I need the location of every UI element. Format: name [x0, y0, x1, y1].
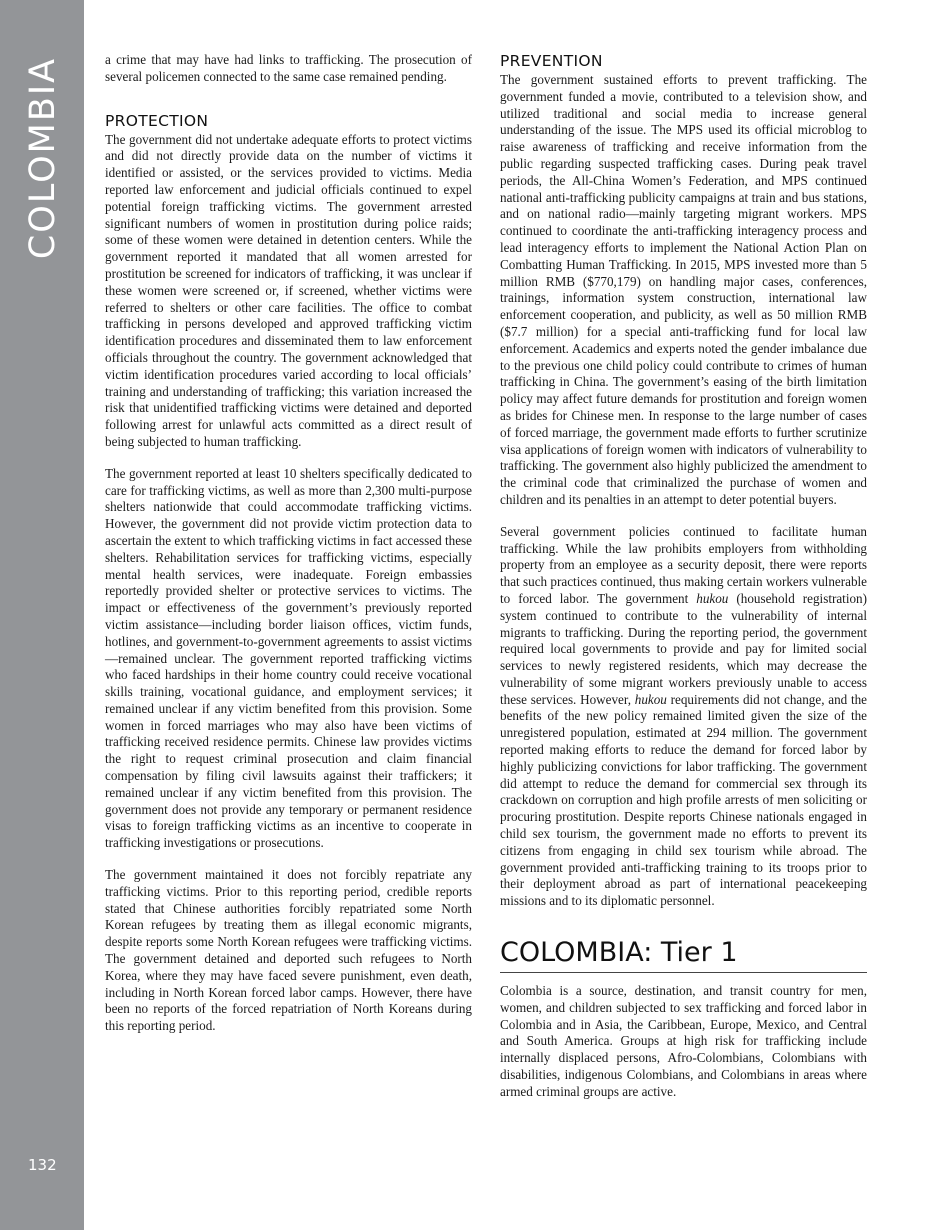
intro-paragraph: a crime that may have had links to trafficking. The prosecution of several policemen connected to the same case remained pending. — [105, 52, 472, 84]
prevention-paragraph-2 — [500, 524, 867, 910]
prevention-text-part-a: Several government policies continued to facilitate human trafficking. While the law prohibits employers from withholding property from an employee as a security deposit, there were reports that such practices continued, thus making certain workers vulnerable to forced labor. The government — [500, 523, 867, 606]
left-column — [105, 52, 472, 1050]
hukou-term: hukou — [696, 590, 729, 606]
colombia-intro-paragraph: Colombia is a source, destination, and transit country for men, women, and children subjected to sex trafficking and forced labor in Colombia and in Asia, the Caribbean, Europe, Mexico, and Central and South America. Groups at high risk for trafficking include internally displaced persons, Afro-Colombians, Colombians with disabilities, indigenous Colombians, and Colombians in areas where armed criminal groups are active. — [500, 983, 867, 1099]
country-tier-title: COLOMBIA: Tier 1 — [500, 936, 867, 973]
protection-heading: PROTECTION — [105, 111, 209, 130]
prevention-heading: PREVENTION — [500, 52, 603, 70]
right-column — [500, 52, 867, 1116]
protection-paragraph-3: The government maintained it does not forcibly repatriate any trafficking victims. Prior to this reporting period, credible reports stated that Chinese authorities forcibly repatriated some North Korean refugees by treating them as illegal economic migrants, despite reports some North Korean refugees were trafficking victims. The government detained and deported such refugees to North Korea, where they may have faced severe punishment, even death, including in North Korean forced labor camps. However, there have been no reports of the forced repatriation of North Koreans during this reporting period. — [105, 867, 472, 1034]
hukou-term: hukou — [634, 691, 667, 707]
sidebar — [0, 0, 84, 1230]
sidebar-country-label: COLOMBIA — [23, 56, 63, 260]
protection-paragraph-1: The government did not undertake adequate efforts to protect victims and did not directly provide data on the number of victims it identified or assisted, or the services provided to victims. Media reported law enforcement and judicial officials continued to expel potential foreign trafficking victims. The government arrested significant numbers of women in prostitution during police raids; some of these women were detained in detention centers. While the government reported it mandated that all women arrested for prostitution be screened for indicators of trafficking, it was unclear if these women were screened or, if screened, whether victims were referred to shelters or other care facilities. The office to combat trafficking in persons developed and approved trafficking victim identification procedures and disseminated them to law enforcement officials throughout the country. The government acknowledged that victim identification procedures varied according to local officials’ training and understanding of trafficking; this variation increased the risk that unidentified trafficking victims were detained and deported following arrest for unlawful acts committed as a direct result of being subjected to human trafficking. — [105, 131, 472, 449]
prevention-text-part-b: (household registration) system continued to contribute to the vulnerability of internal migrants to trafficking. During the reporting period, the government required local governments to provide and pay for limited social services to newly registered residents, which may decrease the vulnerability of some migrant workers previously unable to access these services. However, — [500, 590, 867, 707]
page-number: 132 — [28, 1156, 57, 1174]
prevention-paragraph-1: The government sustained efforts to prevent trafficking. The government funded a movie, contributed to a television show, and utilized traditional and social media to increase general understanding of the issue. The MPS used its official microblog to raise awareness of trafficking and receive information from the public regarding suspected trafficking cases. During peak travel periods, the All-China Women’s Federation, and MPS continued national anti-trafficking publicity campaigns at train and bus stations, and on national radio—mainly targeting migrant workers. MPS continued to coordinate the anti-trafficking interagency process and lead interagency efforts to implement the National Action Plan on Combatting Human Trafficking. In 2015, MPS invested more than 5 million RMB ($770,179) on handling major cases, conferences, trainings, information system construction, international law enforcement cooperation, and publicity, as well as 50 million RMB ($7.7 million) for a special anti-trafficking fund for local law enforcement. Academics and experts noted the gender imbalance due to the previous one child policy could contribute to crimes of human trafficking in China. The government’s easing of the birth limitation policy may affect future demands for prostitution and foreign women as brides for Chinese men. In response to the large number of cases of forced marriage, the government made efforts to further scrutinize visa applications of foreign women with indicators of vulnerability to trafficking. The government also highly publicized the amendment to the criminal code that criminalized the purchase of women and children and its penalties in an attempt to deter potential buyers. — [500, 72, 867, 507]
protection-paragraph-2: The government reported at least 10 shelters specifically dedicated to care for trafficking victims, as well as more than 2,300 multi-purpose shelters nationwide that could accommodate trafficking victims. However, the government did not provide victim protection data to ascertain the extent to which trafficking victims in fact accessed these shelters. Rehabilitation services for trafficking victims, especially mental health services, were inadequate. Foreign embassies reportedly provided shelter or protective services to victims. The impact or effectiveness of the government’s previously reported victim assistance—including border liaison offices, victim funds, hotlines, and government-to-government agreements to assist victims—remained unclear. The government reported trafficking victims who faced hardships in their home country could receive vocational skills training, vocational guidance, and employment services; it remained unclear if any victim benefited from this provision. Some women in forced marriages who may also have been victims of trafficking received residence permits. Chinese law provides victims the right to request criminal prosecution and claim financial compensation by filing civil lawsuits against their traffickers; it remained unclear if any victim benefited from this provision. The government does not provide any temporary or permanent residence visas to foreign trafficking victims as an incentive to cooperate in trafficking investigations or prosecutions. — [105, 465, 472, 851]
prevention-text-part-c: requirements did not change, and the benefits of the new policy remained limited given the size of the unregistered population, estimated at 294 million. The government reported making efforts to reduce the demand for forced labor by highly publicizing convictions for labor trafficking. The government did attempt to reduce the demand for commercial sex through its crackdown on corruption and high profile arrests of men soliciting or procuring prostitution. Despite reports Chinese nationals engaged in child sex tourism, the government made no efforts to prevent its citizens from engaging in child sex tourism while abroad. The government provided anti-trafficking training to its troops prior to their deployment abroad as part of international peacekeeping missions and to its diplomatic personnel. — [500, 691, 867, 909]
